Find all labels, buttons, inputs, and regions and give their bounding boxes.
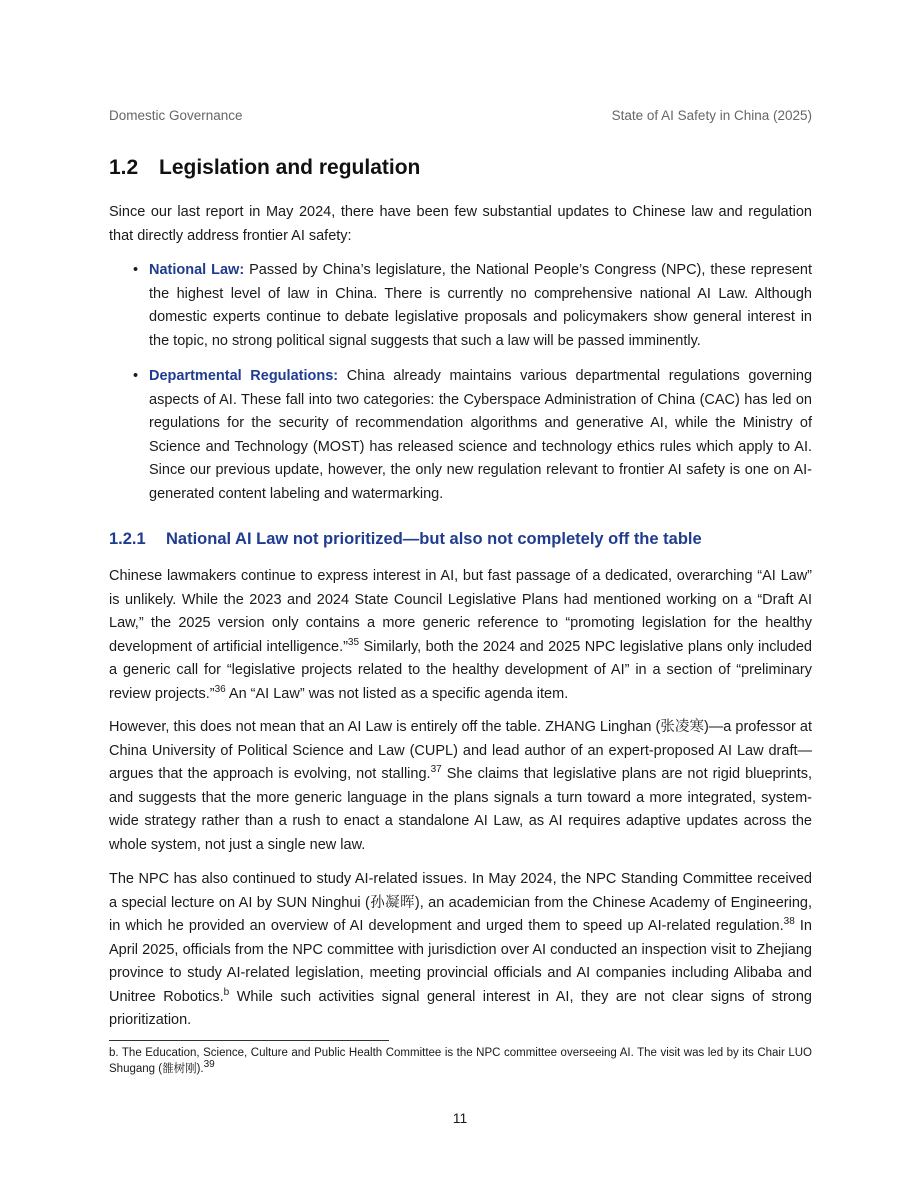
paragraph-text: She claims that legislative plans are not rigid blueprints, and suggests that the more generic language in the plans signals a turn toward a more integrated, system-wide strategy rather than a rush to enact a standalone AI Law, as AI requires adaptive updates across the whole system, not just a single new law. <box>109 766 813 853</box>
footnote-text: b. The Education, Science, Culture and Public Health Committee is the NPC committee overseeing AI. The visit was led by its Chair LUO Shugang (雒树刚). <box>109 1047 812 1075</box>
paragraph-text: Similarly, both the 2024 and 2025 NPC legislative plans only included a generic call for “legislative projects related to the healthy development of AI” in a section of “preliminary review projects.” <box>109 638 812 702</box>
reference-36[interactable]: 36 <box>214 683 226 695</box>
subsection-number: 1.2.1 <box>109 530 146 548</box>
bullet-departmental-regulations <box>109 365 812 506</box>
reference-37[interactable]: 37 <box>430 764 442 776</box>
subsection-heading <box>109 530 702 549</box>
paragraph-npc-study <box>109 868 812 1033</box>
section-heading <box>109 156 420 180</box>
section-intro-paragraph: Since our last report in May 2024, there have been few substantial updates to Chinese law and regulation that directly address frontier AI safety: <box>109 204 812 244</box>
paragraph-ai-law-priority <box>109 565 812 706</box>
footnote-divider <box>109 1040 389 1041</box>
paragraph-text: The NPC has also continued to study AI-related issues. In May 2024, the NPC Standing Committee received a special lecture on AI by SUN Ninghui (孙凝晖), an academician from the Chinese Academy of Engineering, in which he provided an overview of AI development and urged them to speed up AI-related regulation. <box>109 871 812 934</box>
bullet-list <box>109 259 812 506</box>
bullet-dot-icon: • <box>133 262 139 278</box>
bullet-term: National Law: <box>149 262 245 278</box>
paragraph-text: In April 2025, officials from the NPC committee with jurisdiction over AI conducted an inspection visit to Zhejiang province to study AI-related legislation, meeting provincial officials and AI companies including Alibaba and Unitree Robotics. <box>109 918 812 1005</box>
reference-39[interactable]: 39 <box>203 1059 215 1071</box>
bullet-national-law <box>109 259 812 353</box>
bullet-text: Passed by China’s legislature, the National People’s Congress (NPC), these represent the highest level of law in China. There is currently no comprehensive national AI Law. Although domestic experts continue to debate legislative proposals and policymakers show general interest in the topic, no strong political signal suggests that such a law will be passed imminently. <box>149 262 812 349</box>
reference-38[interactable]: 38 <box>783 916 795 928</box>
bullet-text: China already maintains various departmental regulations governing aspects of AI. These fall into two categories: the Cyberspace Administration of China (CAC) has led on regulations for the security of recommendation algorithms and generative AI, while the Ministry of Science and Technology (MOST) has released science and technology ethics rules which apply to AI. Since our previous update, however, the only new regulation relevant to frontier AI safety is one on AI-generated content labeling and watermarking. <box>149 368 813 502</box>
footnote-b <box>109 1045 812 1077</box>
paragraph-zhang-linghan <box>109 716 812 857</box>
header-right-text: State of AI Safety in China (2025) <box>611 108 812 123</box>
paragraph-text: However, this does not mean that an AI Law is entirely off the table. ZHANG Linghan (张凌寒)—a professor at China University of Political Science and Law (CUPL) and lead author of an expert-proposed AI Law draft—argues that the approach is evolving, not stalling. <box>109 719 812 782</box>
page-number: 11 <box>452 1110 468 1126</box>
paragraph-text: While such activities signal general interest in AI, they are not clear signs of strong prioritization. <box>109 988 812 1028</box>
section-number: 1.2 <box>109 156 139 179</box>
bullet-term: Departmental Regulations: <box>149 368 339 384</box>
subsection-title: National AI Law not prioritized—but also not completely off the table <box>166 530 702 548</box>
paragraph-text: An “AI Law” was not listed as a specific agenda item. <box>225 685 569 702</box>
reference-35[interactable]: 35 <box>347 636 360 648</box>
bullet-dot-icon: • <box>133 368 139 384</box>
header-left-text: Domestic Governance <box>109 108 243 123</box>
footnote-marker-b[interactable]: b <box>223 986 230 998</box>
paragraph-text: Chinese lawmakers continue to express interest in AI, but fast passage of a dedicated, overarching “AI Law” is unlikely. While the 2023 and 2024 State Council Legislative Plans had mentioned working on a “Draft AI Law,” the 2025 version only contains a more generic reference to “promoting legislation for the healthy development of artificial intelligence.” <box>109 568 812 655</box>
section-title: Legislation and regulation <box>159 156 421 179</box>
